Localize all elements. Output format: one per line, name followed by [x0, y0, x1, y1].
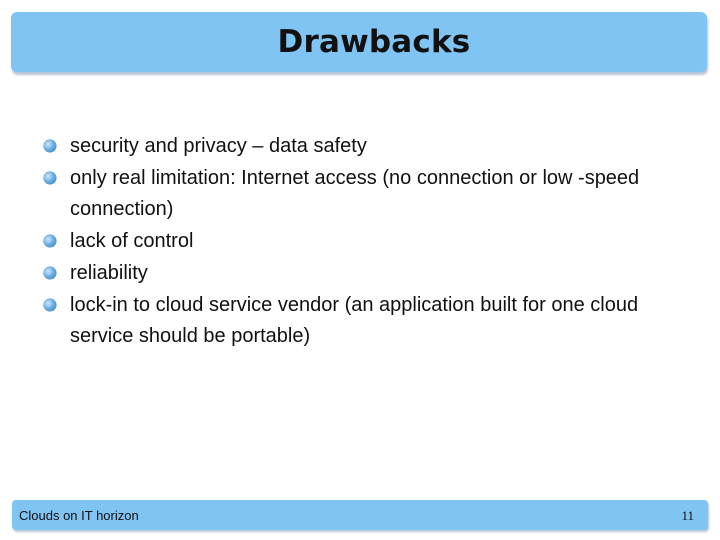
- bullet-text: lock-in to cloud service vendor (an application built for one cloud service should be portable): [70, 294, 639, 347]
- slide-title: Drawbacks: [277, 24, 471, 60]
- footer-title: Clouds on IT horizon: [19, 508, 139, 523]
- sphere-bullet-icon: [44, 172, 56, 184]
- bullet-item: [44, 225, 684, 257]
- sphere-bullet-icon: [44, 299, 56, 311]
- title-bar: [11, 12, 707, 72]
- sphere-bullet-icon: [44, 267, 56, 279]
- bullet-text: lack of control: [70, 230, 194, 252]
- bullet-text: reliability: [70, 262, 148, 284]
- bullet-text: only real limitation: Internet access (no connection or low -speed connection): [70, 167, 640, 220]
- bullet-item: [44, 289, 684, 352]
- bullet-item: [44, 162, 684, 225]
- bullet-item: [44, 130, 684, 162]
- sphere-bullet-icon: [44, 235, 56, 247]
- bullet-list: [44, 130, 684, 352]
- bullet-item: [44, 257, 684, 289]
- bullet-text: security and privacy – data safety: [70, 135, 367, 157]
- page-number: 11: [681, 508, 694, 523]
- footer-bar: [12, 500, 708, 530]
- sphere-bullet-icon: [44, 140, 56, 152]
